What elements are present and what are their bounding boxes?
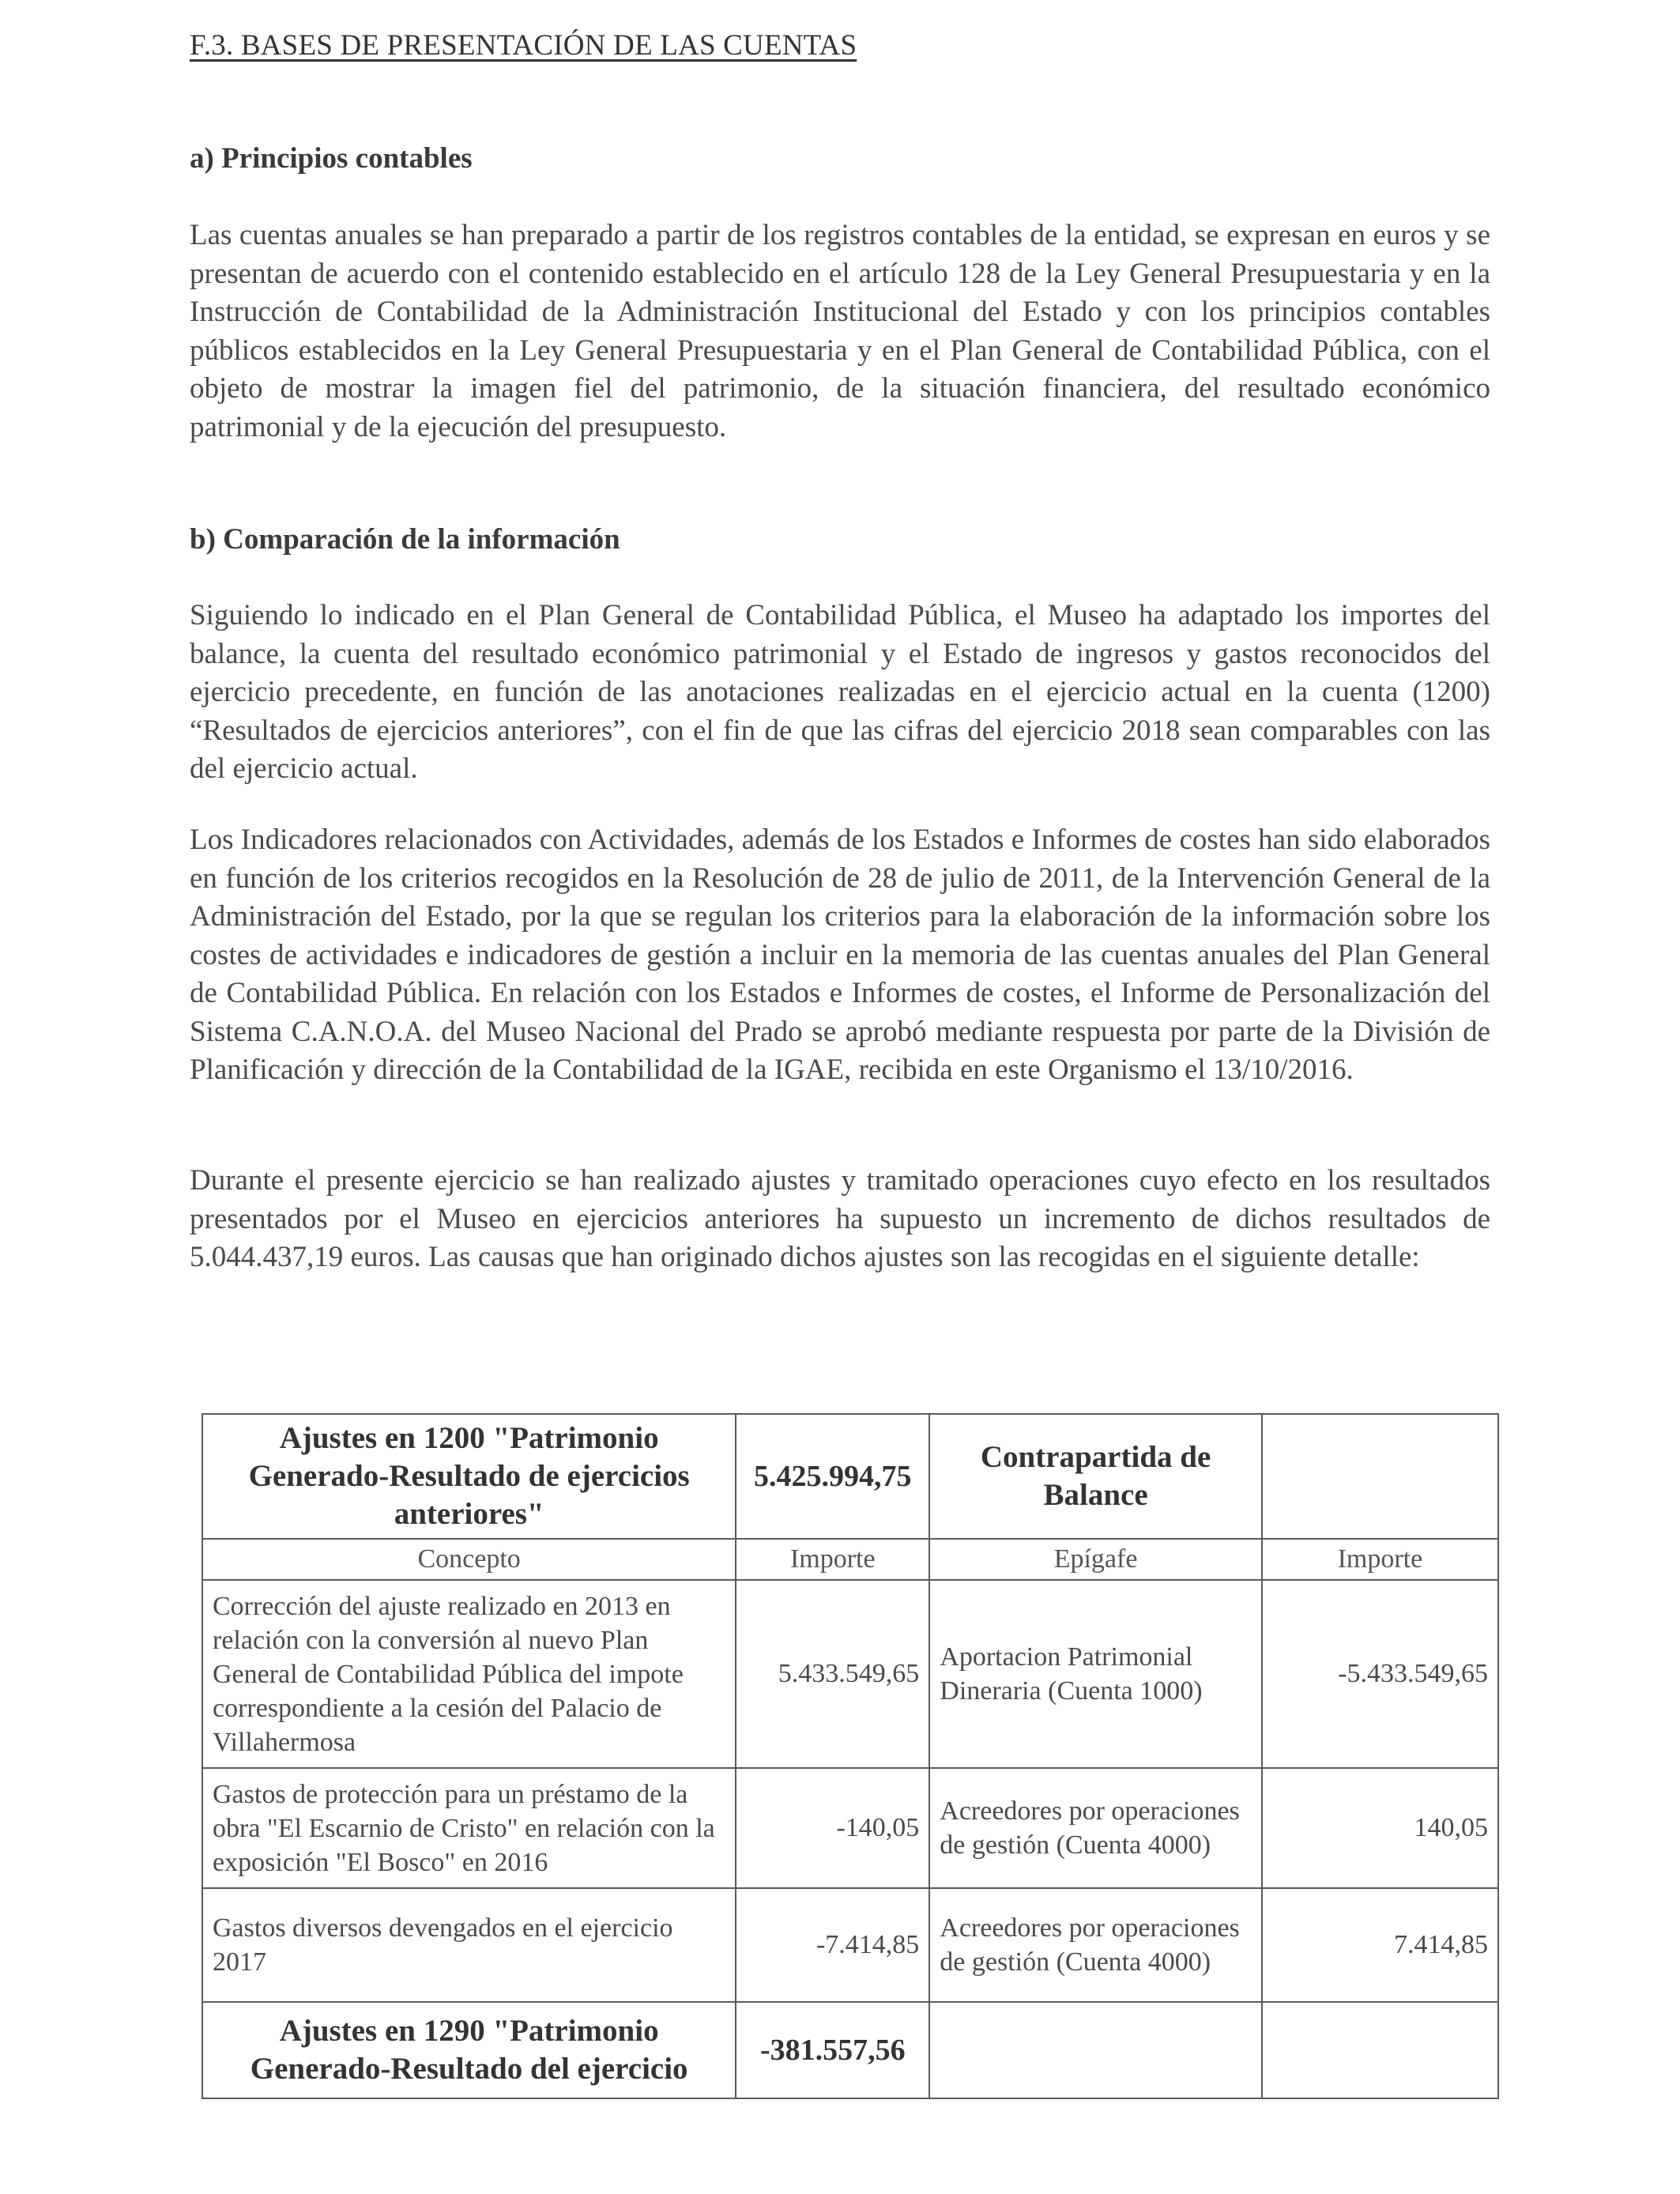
header-empty-cell [1262,1414,1498,1539]
row-concepto: Gastos de protección para un préstamo de la obra "El Escarnio de Cristo" en relación con la exposición "El Bosco" en 2016 [202,1768,736,1888]
row-importe: -140,05 [736,1768,929,1888]
table-header-row [202,1414,1498,1539]
row-importe: -7.414,85 [736,1888,929,2002]
subheader-concepto: Concepto [202,1539,736,1580]
header-amount-1200: 5.425.994,75 [736,1414,929,1539]
subheader-importe-balance: Importe [1262,1539,1498,1580]
header-label-1200: Ajustes en 1200 "Patrimonio Generado-Resultado de ejercicios anteriores" [202,1414,736,1539]
row-importe-balance: 7.414,85 [1262,1888,1498,2002]
section-b-paragraph-2: Los Indicadores relacionados con Actividades, además de los Estados e Informes de costes han sido elaborados en función de los criterios recogidos en la Resolución de 28 de julio de 2011, de la Intervención General de la Administración del Estado, por la que se regulan los criterios para la elaboración de la información sobre los costes de actividades e indicadores de gestión a incluir en la memoria de las cuentas anuales del Plan General de Contabilidad Pública. En relación con los Estados e Informes de costes, el Informe de Personalización del Sistema C.A.N.O.A. del Museo Nacional del Prado se aprobó mediante respuesta por parte de la División de Planificación y dirección de la Contabilidad de la IGAE, recibida en este Organismo el 13/10/2016. [190,824,1491,1086]
page-title: F.3. BASES DE PRESENTACIÓN DE LAS CUENTAS [190,29,857,62]
header-contrapartida: Contrapartida de Balance [929,1414,1262,1539]
row-concepto: Gastos diversos devengados en el ejercicio 2017 [202,1888,736,2002]
row-epigrafe: Acreedores por operaciones de gestión (Cuenta 4000) [929,1888,1262,2002]
row-concepto: Corrección del ajuste realizado en 2013 en relación con la conversión al nuevo Plan General de Contabilidad Pública del impote correspondiente a la cesión del Palacio de Villahermosa [202,1580,736,1768]
footer-amount-1290: -381.557,56 [736,2002,929,2098]
table-footer-row [202,2002,1498,2098]
row-epigrafe: Acreedores por operaciones de gestión (Cuenta 4000) [929,1768,1262,1888]
section-a-heading: a) Principios contables [190,142,473,175]
table-row [202,1888,1498,2002]
table-subheader-row [202,1539,1498,1580]
section-b-paragraph-1: Siguiendo lo indicado en el Plan General de Contabilidad Pública, el Museo ha adaptado los importes del balance, la cuenta del resultado económico patrimonial y el Estado de ingresos y gastos reconocidos del ejercicio precedente, en función de las anotaciones realizadas en el ejercicio actual en la cuenta (1200) “Resultados de ejercicios anteriores”, con el fin de que las cifras del ejercicio 2018 sean comparables con las del ejercicio actual. [190,599,1490,785]
section-b-heading: b) Comparación de la información [190,523,620,556]
row-epigrafe: Aportacion Patrimonial Dineraria (Cuenta 1000) [929,1580,1262,1768]
subheader-epigrafe: Epígafe [929,1539,1262,1580]
section-a-paragraph: Las cuentas anuales se han preparado a partir de los registros contables de la entidad, se expresan en euros y se presentan de acuerdo con el contenido establecido en el artículo 128 de la Ley General Presupuestaria y en la Instrucción de Contabilidad de la Administración Institucional del Estado y con los principios contables públicos establecidos en la Ley General Presupuestaria y en el Plan General de Contabilidad Pública, con el objeto de mostrar la imagen fiel del patrimonio, de la situación financiera, del resultado económico patrimonial y de la ejecución del presupuesto. [190,219,1490,443]
row-importe: 5.433.549,65 [736,1580,929,1768]
section-b-paragraph-3: Durante el presente ejercicio se han realizado ajustes y tramitado operaciones cuyo efecto en los resultados presentados por el Museo en ejercicios anteriores ha supuesto un incremento de dichos resultados de 5.044.437,19 euros. Las causas que han originado dichos ajustes son las recogidas en el siguiente detalle: [190,1164,1490,1273]
footer-empty-cell [929,2002,1262,2098]
table-row [202,1580,1498,1768]
table-row [202,1768,1498,1888]
footer-label-1290: Ajustes en 1290 "Patrimonio Generado-Resultado del ejercicio [202,2002,736,2098]
row-importe-balance: -5.433.549,65 [1262,1580,1498,1768]
subheader-importe: Importe [736,1539,929,1580]
footer-empty-cell [1262,2002,1498,2098]
row-importe-balance: 140,05 [1262,1768,1498,1888]
adjustments-table [202,1413,1499,2099]
